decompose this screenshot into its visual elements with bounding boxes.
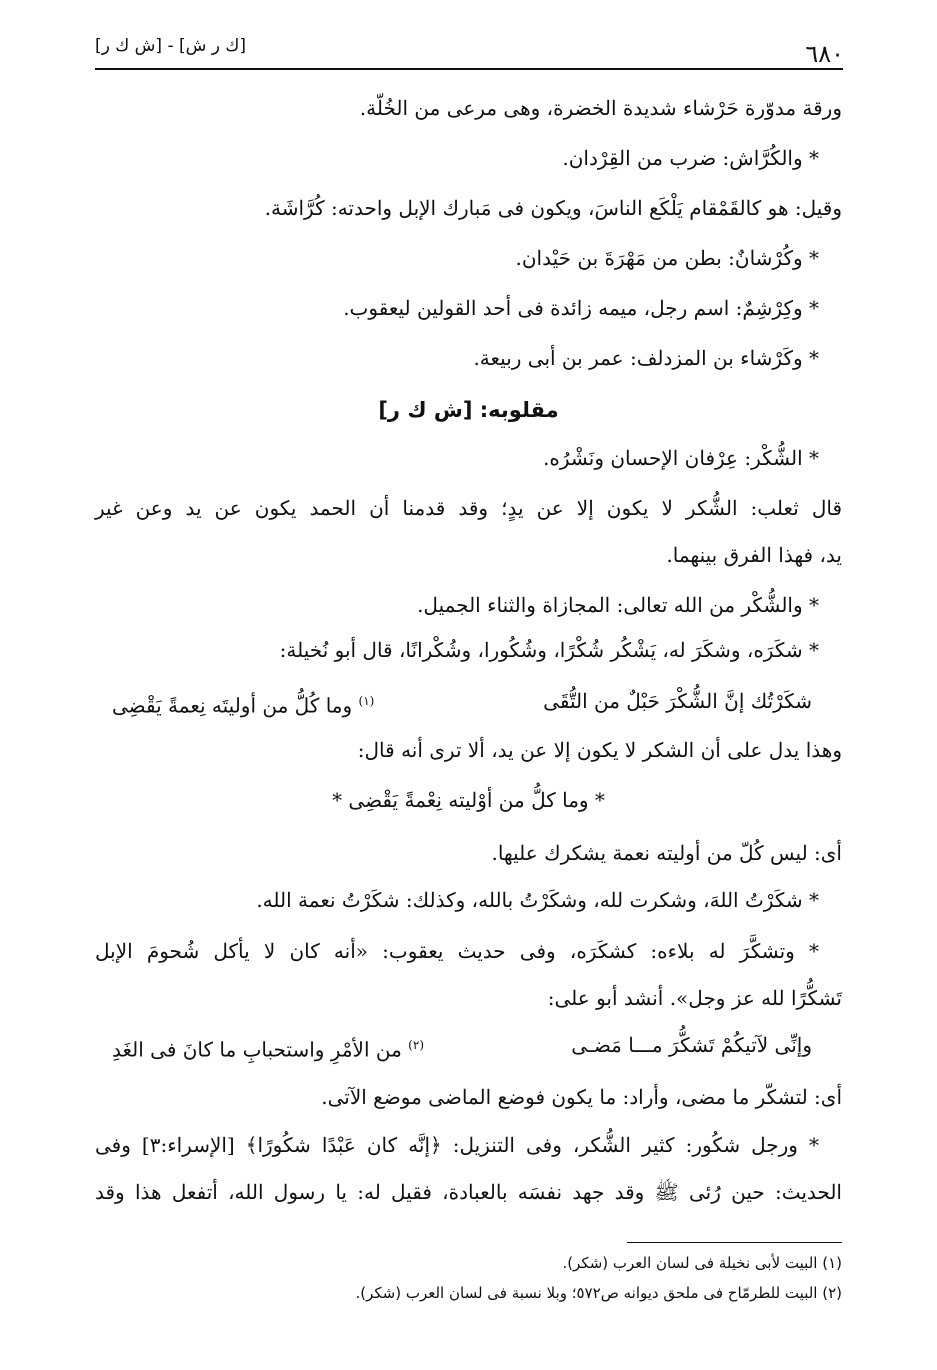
footnote: (٢) البيت للطرمّاح فى ملحق ديوانه ص٥٧٢؛ وبلا نسبة فى لسان العرب (شكر).: [355, 1284, 842, 1302]
footnote-rule: [627, 1242, 842, 1243]
text-line: وقيل: هو كالقَمْقام يَلْكَع الناسَ، ويكون فى مَبارك الإبل واحدته: كُرَّاشَة.: [264, 196, 842, 220]
verse-second-hemistich: $^{(١)}$ وما كُلُّ من أوليتَه نِعمةً يَقْضِى: [112, 693, 375, 718]
text-line: تَشكُّرًا لله عز وجل». أنشد أبو على:: [547, 986, 842, 1010]
entry-line: * والكُرَّاش: ضرب من القِرْدان.: [562, 146, 819, 170]
text-line: أى: ليس كُلّ من أوليته نعمة يشكرك عليها.: [491, 841, 842, 865]
entry-line: * وكُرْشانٌ: بطن من مَهْرَةَ بن حَيْدان.: [515, 246, 819, 270]
verse-first-hemistich: وإنِّى لآتيكُمْ تَشكُّرَ مـــا مَضـى: [571, 1033, 812, 1057]
text-line: وهذا يدل على أن الشكر لا يكون إلا عن يد، ألا ترى أنه قال:: [357, 738, 842, 762]
entry-line: * والشُّكْر من الله تعالى: المجازاة والثناء الجميل.: [417, 593, 819, 617]
quoted-verse: * وما كلُّ من أوْليته نِعْمةً يَقْضِى *: [332, 788, 605, 812]
header-rule: [95, 68, 843, 70]
running-head: [ك ر ش] - [ش ك ر]: [95, 36, 247, 56]
entry-line: * وتشكَّرَ له بلاءه: كشكَرَه، وفى حديث يعقوب: «أنه كان لا يأكل شُحومَ الإبل: [95, 939, 819, 963]
footnote-marker: (٢): [408, 1038, 424, 1052]
text-line: ورقة مدوّرة حَرْشاء شديدة الخضرة، وهى مرعى من الخُلّة.: [359, 96, 842, 120]
footnote-marker: (١): [358, 694, 375, 708]
entry-line: * شكَرْتُ اللهَ، وشكرت لله، وشكَرْتُ بالله، وكذلك: شكَرْتُ نعمة الله.: [256, 888, 819, 912]
entry-line: * شكَرَه، وشكَرَ له، يَشْكُر شُكْرًا، وشُكُورا، وشُكْرانًا، قال أبو نُخيلة:: [279, 638, 819, 662]
verse-first-hemistich: شكَرْتُك إنَّ الشُّكْرَ حَبْلٌ من التُّقَى: [543, 689, 812, 713]
text-line: أى: لتشكّر ما مضى، وأراد: ما يكون فوضع الماضى موضع الآتى.: [321, 1085, 842, 1109]
section-heading: مقلوبه: [ش ك ر]: [378, 398, 559, 422]
entry-line: * الشُّكْر: عِرْفان الإحسان ونَشْرُه.: [543, 446, 819, 470]
page-number: ٦٨٠: [805, 40, 844, 68]
entry-line: * ورجل شكُور: كثير الشُّكر، وفى التنزيل: ﴿إنَّه كان عَبْدًا شكُورًا﴾ [الإسراء:٣] وفى: [95, 1133, 819, 1157]
entry-line: * وكَرْشاء بن المزدلف: عمر بن أبى ربيعة.: [473, 346, 819, 370]
text-line: يد، فهذا الفرق بينهما.: [666, 543, 842, 567]
entry-line: * وكِرْشِمٌ: اسم رجل، ميمه زائدة فى أحد القولين ليعقوب.: [343, 296, 819, 320]
verse-second-hemistich: $^{(٢)}$ من الأمْرِ واستحبابِ ما كانَ فى الغَدِ: [112, 1037, 424, 1062]
footnote: (١) البيت لأبى نخيلة فى لسان العرب (شكر).: [562, 1254, 842, 1272]
text-line: قال ثعلب: الشُّكر لا يكون إلا عن يدٍ؛ وقد قدمنا أن الحمد يكون عن يد وعن غير: [95, 496, 842, 520]
text-line: الحديث: حين رُئى ﷺ وقد جهد نفسَه بالعبادة، فقيل له: يا رسول الله، أتفعل هذا وقد: [95, 1180, 842, 1204]
